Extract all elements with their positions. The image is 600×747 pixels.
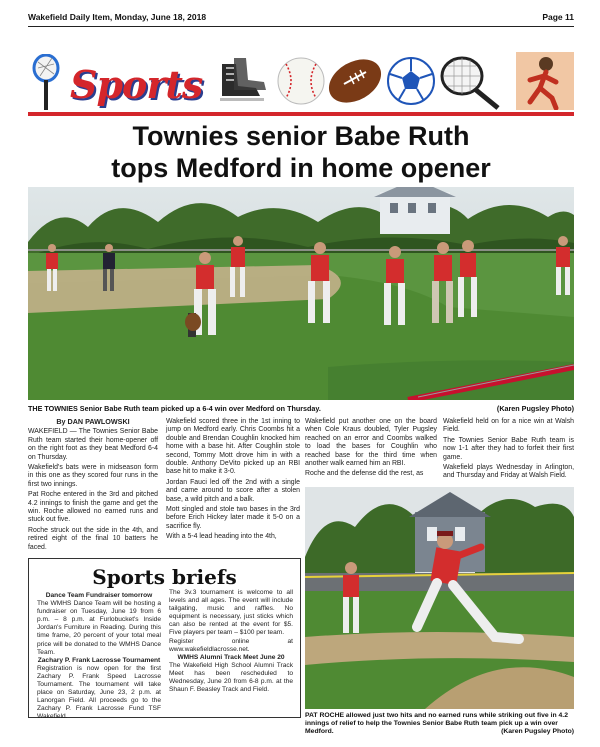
runner-icon (516, 52, 574, 110)
masthead-left: Wakefield Daily Item, Monday, June 18, 2018 (28, 12, 207, 22)
brief-paragraph: The 3v.3 tournament is welcome to all levels and all ages. The event will include tailgating, music and raffles. No equipment is necessary, just sticks which can also be rented at the event for $5. Five players per team – $100 per team. (169, 589, 293, 637)
brief-paragraph: Register online at www.wakefieldlacrosse.net. (169, 637, 293, 653)
briefs-column-1 (37, 592, 161, 722)
pitcher-photo (305, 487, 574, 709)
brief-paragraph: The Wakefield High School Alumni Track Meet has been rescheduled to Wednesday, June 20 from 6-8 p.m. at the Shaun F. Beasley Track and Field. (169, 661, 293, 694)
masthead-rule (28, 26, 574, 27)
brief-heading: Zachary P. Frank Lacrosse Tournament (37, 656, 161, 664)
story-paragraph: Wakefield scored three in the 1st inning to jump on Medford early. Chris Coombs hit a double and Brendan Coughlin knocked him home with a base hit. After Coughlin stole second, Tommy Mott drove him in with a double. Anthony DeVito picked up an RBI base hit to make it 3-0. (166, 418, 300, 476)
pitcher-photo-caption (305, 712, 574, 737)
page-number: Page 11 (542, 12, 574, 22)
main-photo (28, 187, 574, 400)
story-paragraph: Wakefield put another one on the board when Cole Kraus doubled, Tyler Pugsley reached on an error and Coombs walked to load the bases for Coughlin who reached base for the third time when another walk earned him an RBI. (305, 418, 437, 468)
brief-heading: WMHS Alumni Track Meet June 20 (177, 653, 285, 661)
story-column-2 (166, 418, 300, 544)
headline-line-1: Townies senior Babe Ruth (132, 121, 470, 151)
story-paragraph: Roche and the defense did the rest, as (305, 470, 424, 478)
story-column-1 (28, 418, 158, 554)
brief-heading: Dance Team Fundraiser tomorrow (45, 592, 153, 599)
story-paragraph: Mott singled and stole two bases in the 3rd before Erich Hickey later made it 5-0 on a sacrifice fly. (166, 506, 300, 530)
photo-credit: (Karen Pugsley Photo) (496, 404, 574, 413)
briefs-column-2 (169, 589, 293, 694)
story-column-3 (305, 418, 437, 481)
lacrosse-stick-icon (28, 54, 64, 110)
ice-skates-icon (216, 56, 270, 108)
story-paragraph: Wakefield held on for a nice win at Walsh Field. (443, 418, 574, 434)
sports-briefs-box (28, 558, 301, 721)
caption-label: THE TOWNIES (28, 404, 78, 413)
tennis-racket-icon (436, 54, 506, 110)
story-paragraph: The Townies Senior Babe Ruth team is now 1-1 after they had to forfeit their first game. (443, 436, 574, 461)
story-paragraph: WAKEFIELD — The Townies Senior Babe Ruth team started their home-opener off on the right foot as they beat Medford 6-4 on Thursday. (28, 428, 158, 461)
story-paragraph: With a 5-4 lead heading into the 4th, (166, 533, 277, 541)
story-column-4 (443, 418, 574, 483)
briefs-title: Sports briefs (92, 565, 237, 589)
photo-credit: (Karen Pugsley Photo) (501, 728, 574, 736)
story-paragraph: Roche struck out the side in the 4th, and retired eight of the final 10 batters he faced. (28, 526, 158, 551)
story-paragraph: Wakefield plays Wednesday in Arlington, and Thursday and Friday at Walsh Field. (443, 464, 574, 480)
story-paragraph: Jordan Fauci led off the 2nd with a single and came around to score after a stolen base, a wild pitch and a balk. (166, 478, 300, 503)
sports-banner (28, 50, 574, 116)
football-icon (324, 52, 386, 110)
soccer-ball-icon (386, 56, 436, 106)
section-title: Sports (70, 62, 203, 107)
main-photo-caption (28, 404, 574, 413)
brief-paragraph: The WMHS Dance Team will be hosting a fundraiser on Tuesday, June 19 from 6 p.m. – 8 p.m. at Furlobucket's Inside Jordan's Furniture in Reading. During this time frame, 20 percent of your total meal price will be donated to the WMHS Dance Team. (37, 600, 161, 656)
story-paragraph: Pat Roche entered in the 3rd and pitched 4.2 innings to finish the game and get the win. Roche allowed no earned runs and stuck out five. (28, 491, 158, 524)
story-paragraph: Wakefield's bats were in midseason form in this one as they scored four runs in the first two innings. (28, 464, 158, 488)
byline: By DAN PAWLOWSKI (56, 417, 130, 426)
caption-text: Senior Babe Ruth team picked up a 6-4 win over Medford on Thursday. (77, 404, 321, 413)
headline-line-2: tops Medford in home opener (111, 153, 491, 183)
brief-paragraph: Registration is now open for the first Zachary P. Frank Speed Lacrosse Tournament. The tournament will take place on Saturday, June 23, 2 p.m. at Lanorgan Field. All proceeds go to the Zachary P. Frank Lacrosse Fund TSF Wakefield. (37, 664, 161, 721)
baseball-icon (276, 56, 326, 106)
caption-text: PAT ROCHE allowed just two hits and no earned runs while striking out five in 4.2 innings of relief to help the Townies Senior Babe Ruth team pick up a win over Medford. (305, 712, 568, 736)
